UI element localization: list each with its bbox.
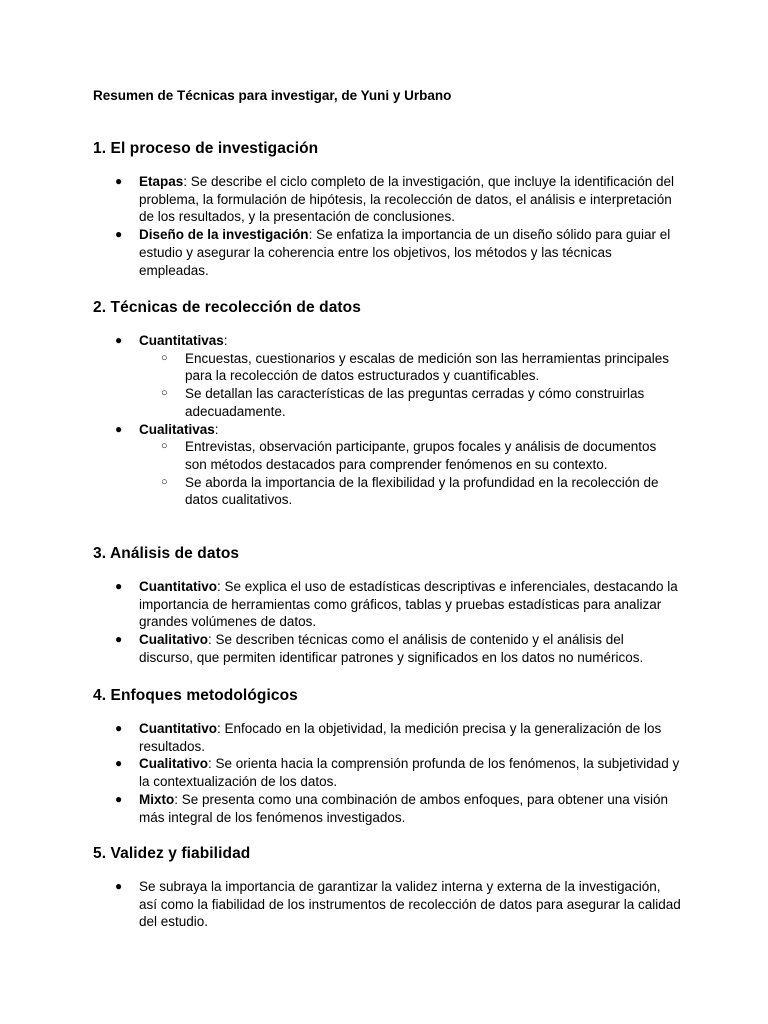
sub-list — [139, 350, 681, 421]
sub-list-item — [139, 350, 681, 385]
bullet-icon: ● — [115, 227, 123, 242]
circle-bullet-icon: ○ — [161, 351, 168, 364]
list-item — [93, 173, 681, 226]
section-heading: 3. Análisis de datos — [93, 545, 240, 562]
sub-list-item — [139, 385, 681, 420]
sub-item-text: Entrevistas, observación participante, grupos focales y análisis de documentos son métodos destacados para comprender fenómenos en su contexto. — [185, 439, 657, 472]
section-heading: 1. El proceso de investigación — [93, 140, 319, 157]
item-text: : Se describen técnicas como el análisis de contenido y el análisis del discurso, que permiten identificar patrones y significados en los datos no numéricos. — [139, 632, 644, 665]
item-term: Cualitativas — [139, 421, 215, 437]
bullet-icon: ● — [115, 791, 123, 806]
item-term: Cuantitativas — [139, 333, 224, 348]
item-text: : — [223, 333, 228, 348]
list-item — [93, 791, 681, 826]
list-item — [93, 332, 681, 421]
item-text: : Se presenta como una combinación de ambos enfoques, para obtener una visión más integral de los fenómenos investigados. — [139, 791, 669, 825]
sub-item-text: Se detallan las características de las preguntas cerradas y cómo construirlas adecuadamente. — [185, 386, 645, 419]
circle-bullet-icon: ○ — [161, 440, 168, 453]
bullet-icon: ● — [115, 333, 123, 347]
item-term: Cualitativo — [139, 756, 209, 772]
sub-item-text: Se aborda la importancia de la flexibilidad y la profundidad en la recolección de datos cualitativos. — [185, 474, 659, 508]
bullet-list — [93, 878, 693, 931]
section-tecnicas — [93, 298, 693, 509]
bullet-list — [93, 332, 693, 509]
bullet-list — [93, 720, 693, 826]
section-analisis — [93, 544, 693, 667]
bullet-icon: ● — [115, 879, 123, 893]
section-enfoques — [93, 686, 693, 826]
list-item — [93, 878, 681, 931]
list-item — [93, 578, 681, 631]
bullet-icon: ● — [115, 174, 123, 188]
item-term: Cuantitativo — [139, 579, 218, 594]
section-heading: 5. Validez y fiabilidad — [93, 845, 251, 862]
section-validez — [93, 844, 693, 931]
sub-list-item — [139, 438, 681, 473]
sub-list — [139, 438, 681, 509]
bullet-list — [93, 173, 693, 279]
document-title: Resumen de Técnicas para investigar, de Yuni y Urbano — [93, 88, 452, 103]
circle-bullet-icon: ○ — [161, 387, 168, 400]
list-item — [93, 755, 681, 790]
bullet-icon: ● — [115, 756, 123, 771]
item-text: : Se explica el uso de estadísticas descriptivas e inferenciales, destacando la importancia de herramientas como gráficos, tablas y pruebas estadísticas para analizar grandes volúmenes de datos. — [139, 579, 678, 630]
item-term: Mixto — [139, 791, 175, 807]
section-heading: 4. Enfoques metodológicos — [93, 687, 298, 704]
sub-item-text: Encuestas, cuestionarios y escalas de medición son las herramientas principales para la recolección de datos estructurados y cuantificables. — [185, 350, 669, 384]
item-term: Cualitativo — [139, 632, 209, 648]
section-heading: 2. Técnicas de recolección de datos — [93, 299, 361, 316]
bullet-icon: ● — [115, 632, 123, 647]
bullet-icon: ● — [115, 579, 123, 593]
list-item — [93, 226, 681, 279]
item-text: : — [214, 421, 219, 437]
circle-bullet-icon: ○ — [161, 475, 168, 488]
item-term: Diseño de la investigación — [139, 227, 309, 243]
bullet-icon: ● — [115, 421, 123, 436]
sub-list-item — [139, 474, 681, 509]
item-text: : Se enfatiza la importancia de un diseño sólido para guiar el estudio y asegurar la coherencia entre los objetivos, los métodos y las técnicas empleadas. — [139, 227, 671, 278]
item-text: : Se orienta hacia la comprensión profunda de los fenómenos, la subjetividad y la contextualización de los datos. — [139, 756, 680, 790]
list-item — [93, 631, 681, 666]
item-term: Etapas — [139, 174, 184, 189]
bullet-list — [93, 578, 693, 667]
item-text: : Se describe el ciclo completo de la investigación, que incluye la identificación del problema, la formulación de hipótesis, la recolección de datos, el análisis e interpretación de los resultados, y la presentación de conclusiones. — [139, 174, 675, 225]
item-text: : Enfocado en la objetividad, la medición precisa y la generalización de los resultados. — [139, 721, 662, 754]
item-term: Cuantitativo — [139, 721, 218, 736]
section-proceso — [93, 139, 693, 279]
bullet-icon: ● — [115, 721, 123, 735]
list-item — [93, 720, 681, 755]
item-text: Se subraya la importancia de garantizar la validez interna y externa de la investigación, así como la fiabilidad de los instrumentos de recolección de datos para asegurar la calidad del estudio. — [139, 879, 681, 930]
list-item — [93, 421, 681, 510]
